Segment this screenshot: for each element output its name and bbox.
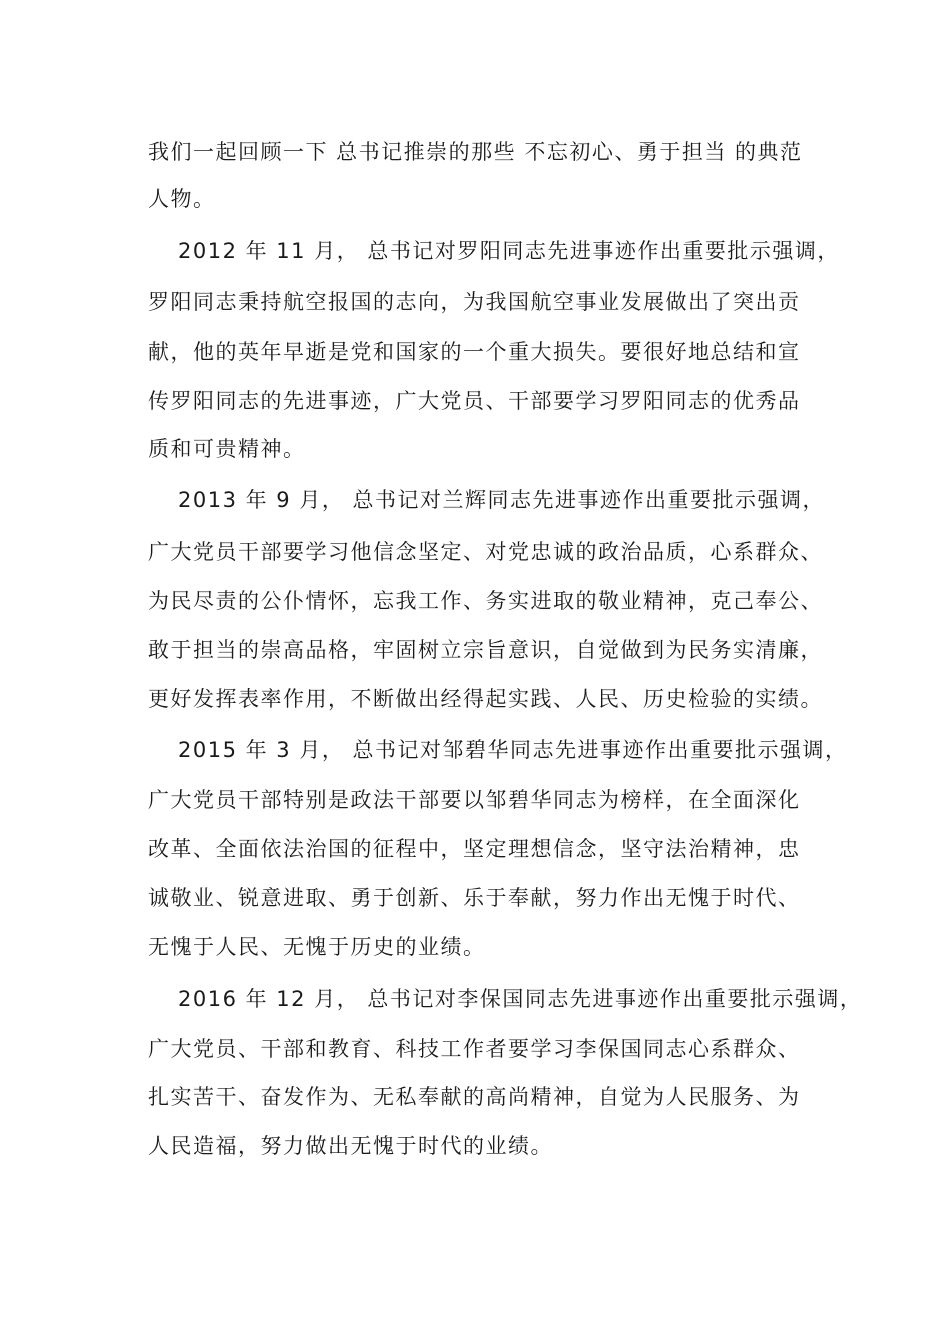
paragraph-2-line-3: 献，他的英年早逝是党和国家的一个重大损失。要很好地总结和宣 bbox=[148, 340, 801, 364]
paragraph-4-line-1: 2015 年 3 月， 总书记对邹碧华同志先进事迹作出重要批示强调， bbox=[178, 738, 848, 762]
paragraph-3-line-1: 2013 年 9 月， 总书记对兰辉同志先进事迹作出重要批示强调， bbox=[178, 488, 826, 512]
paragraph-4-line-4: 诚敬业、锐意进取、勇于创新、乐于奉献，努力作出无愧于时代、 bbox=[148, 886, 801, 910]
paragraph-5-line-2: 广大党员、干部和教育、科技工作者要学习李保国同志心系群众、 bbox=[148, 1037, 801, 1061]
paragraph-4-line-2: 广大党员干部特别是政法干部要以邹碧华同志为榜样，在全面深化 bbox=[148, 788, 801, 812]
paragraph-4-line-3: 改革、全面依法治国的征程中，坚定理想信念，坚守法治精神，忠 bbox=[148, 837, 801, 861]
paragraph-4-line-5: 无愧于人民、无愧于历史的业绩。 bbox=[148, 935, 486, 959]
paragraph-2-line-2: 罗阳同志秉持航空报国的志向，为我国航空事业发展做出了突出贡 bbox=[148, 290, 801, 314]
paragraph-5-line-1: 2016 年 12 月， 总书记对李保国同志先进事迹作出重要批示强调， bbox=[178, 987, 863, 1011]
paragraph-3-line-5: 更好发挥表率作用，不断做出经得起实践、人民、历史检验的实绩。 bbox=[148, 687, 823, 711]
paragraph-1-line-2: 人物。 bbox=[148, 187, 216, 211]
paragraph-3-line-2: 广大党员干部要学习他信念坚定、对党忠诚的政治品质，心系群众、 bbox=[148, 540, 823, 564]
paragraph-2-line-4: 传罗阳同志的先进事迹，广大党员、干部要学习罗阳同志的优秀品 bbox=[148, 389, 801, 413]
paragraph-3-line-4: 敢于担当的崇高品格，牢固树立宗旨意识，自觉做到为民务实清廉， bbox=[148, 638, 823, 662]
paragraph-5-line-3: 扎实苦干、奋发作为、无私奉献的高尚精神，自觉为人民服务、为 bbox=[148, 1085, 801, 1109]
paragraph-1-line-1: 我们一起回顾一下 总书记推崇的那些 不忘初心、勇于担当 的典范 bbox=[148, 140, 803, 164]
paragraph-3-line-3: 为民尽责的公仆情怀，忘我工作、务实进取的敬业精神，克己奉公、 bbox=[148, 589, 823, 613]
paragraph-2-line-1: 2012 年 11 月， 总书记对罗阳同志先进事迹作出重要批示强调， bbox=[178, 239, 840, 263]
paragraph-5-line-4: 人民造福，努力做出无愧于时代的业绩。 bbox=[148, 1134, 553, 1158]
paragraph-2-line-5: 质和可贵精神。 bbox=[148, 437, 306, 461]
